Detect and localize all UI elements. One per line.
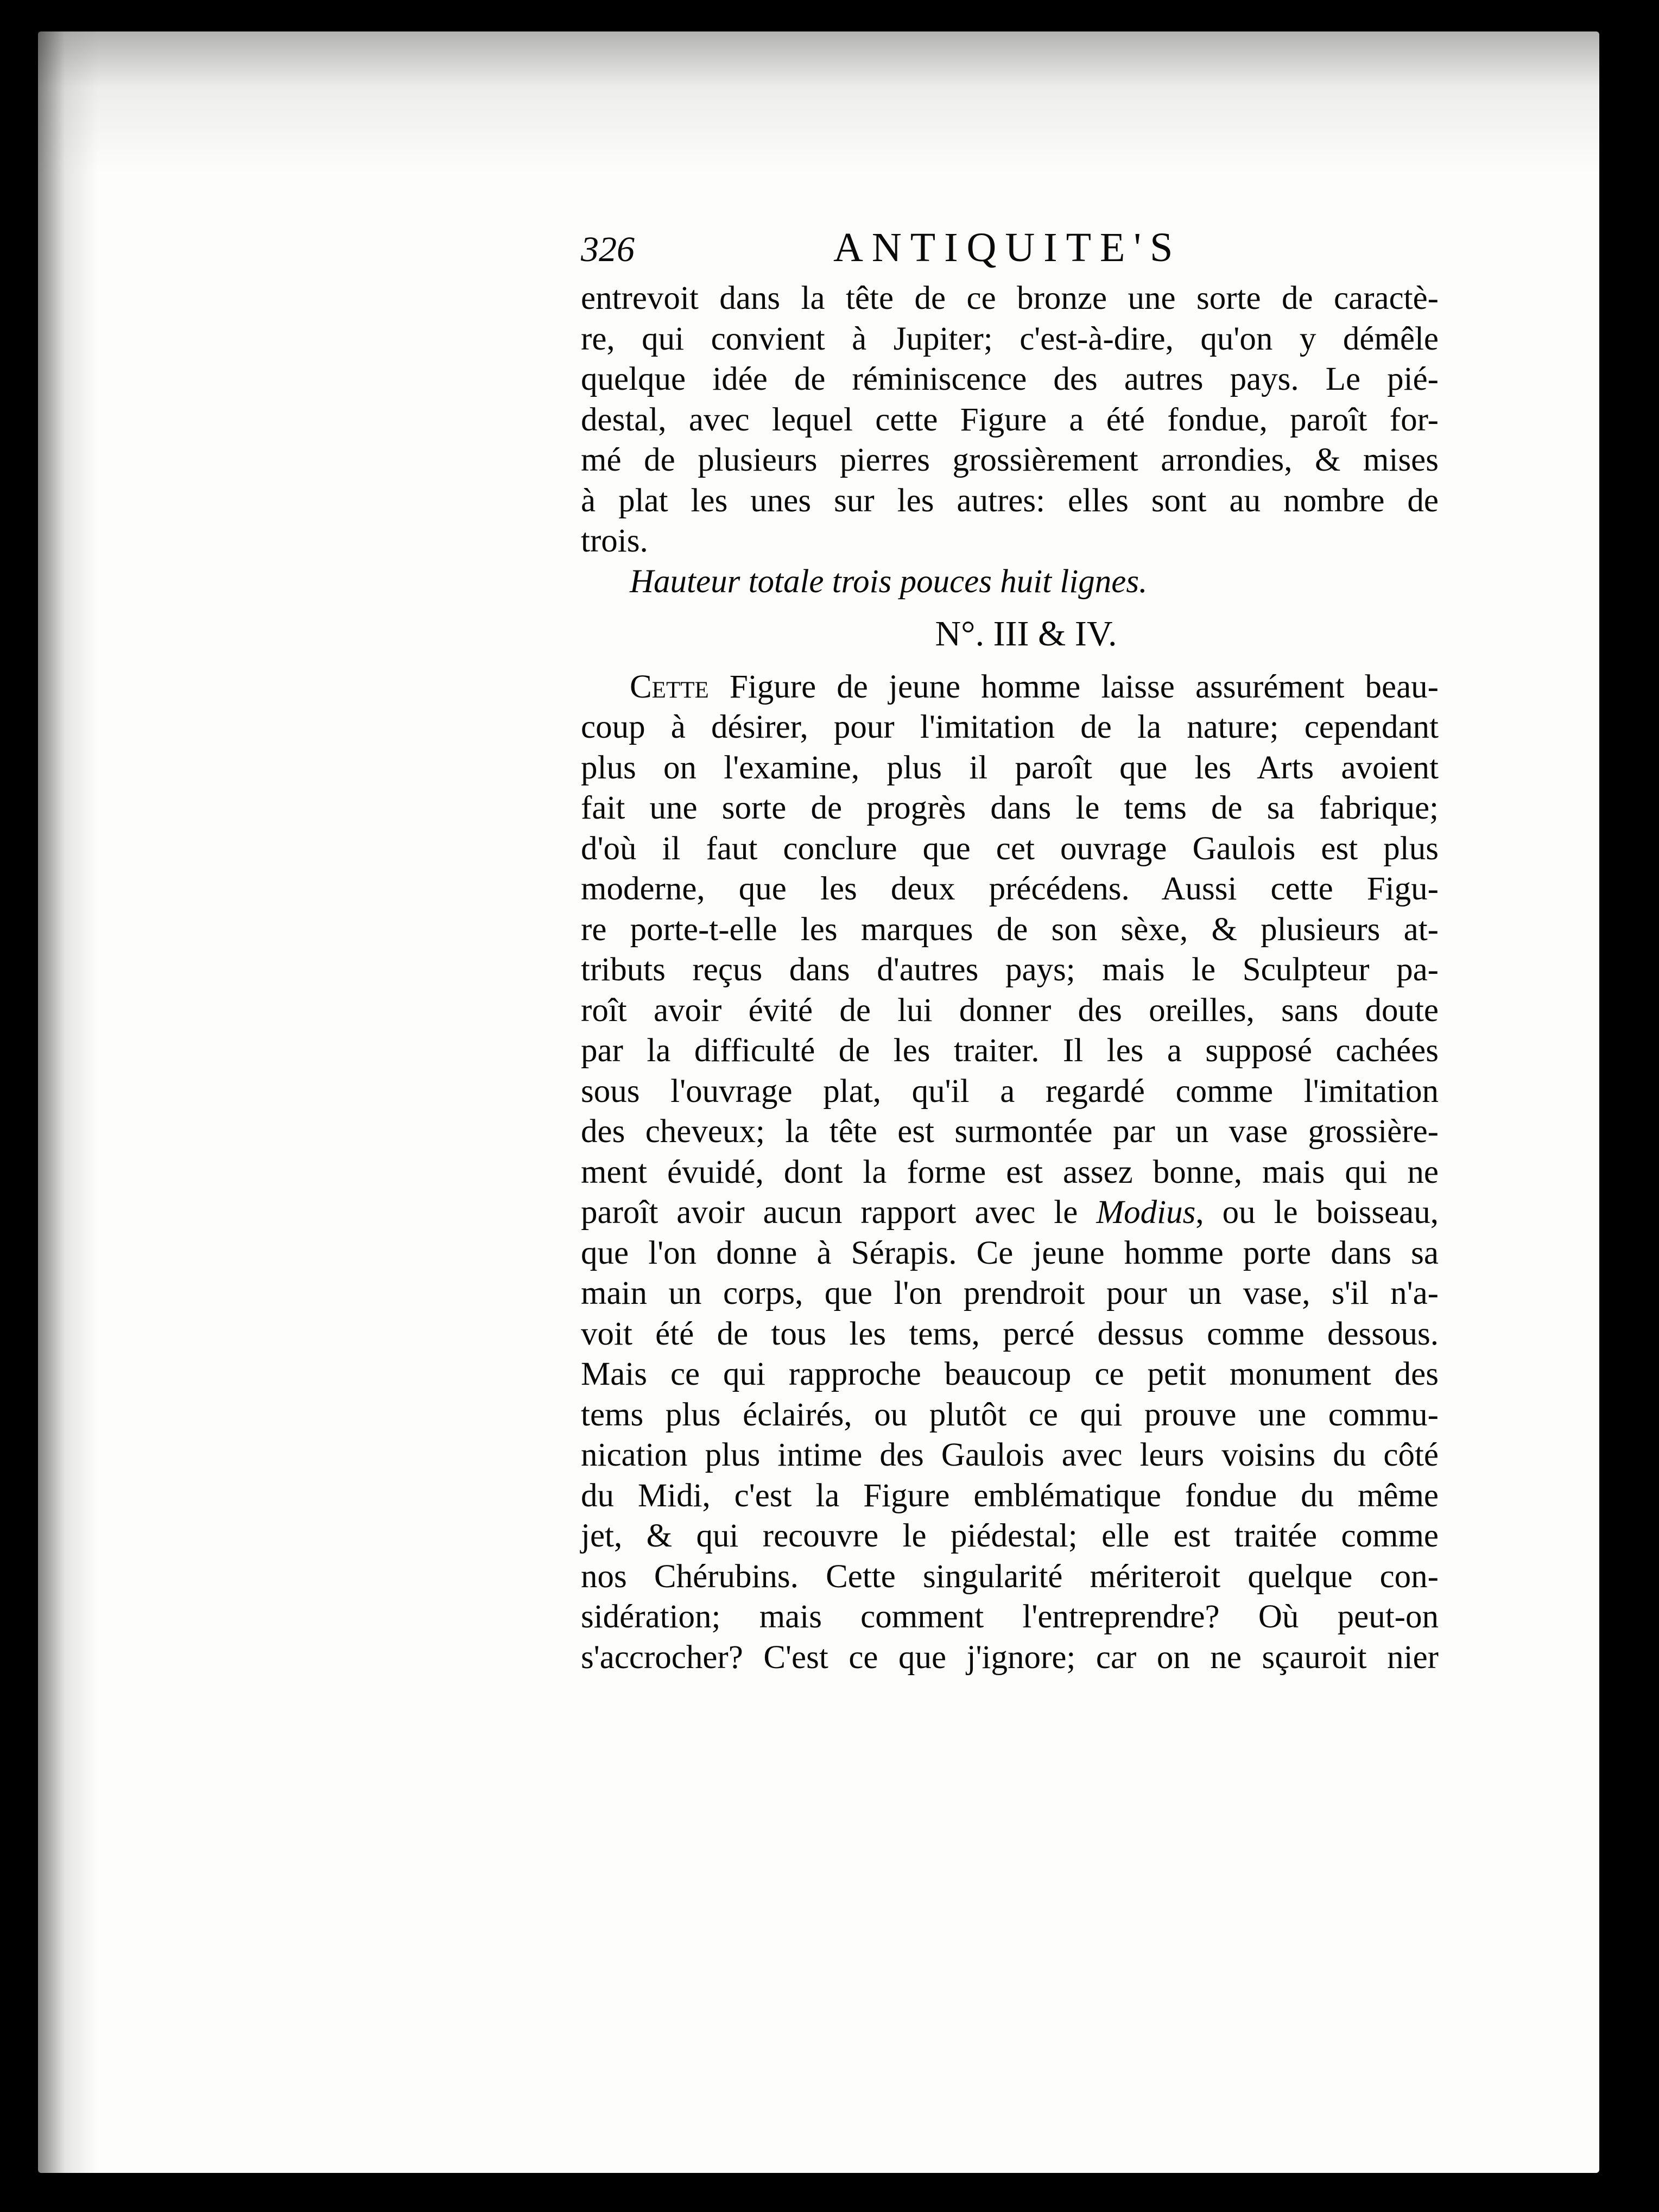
text-line: sous l'ouvrage plat, qu'il a regardé comme l'imitation	[581, 1073, 1439, 1110]
text-line: du Midi, c'est la Figure emblématique fondue du même	[581, 1477, 1439, 1514]
text-line: entrevoit dans la tête de ce bronze une sorte de caractè-	[581, 280, 1439, 316]
text-line: nication plus intime des Gaulois avec leurs voisins du côté	[581, 1437, 1439, 1473]
text-line: s'accrocher? C'est ce que j'ignore; car on ne sçauroit nier	[581, 1639, 1439, 1676]
text-line: main un corps, que l'on prendroit pour un vase, s'il n'a-	[581, 1275, 1439, 1311]
drop-word: Cette	[630, 668, 709, 705]
text-line: ment évuidé, dont la forme est assez bonne, mais qui ne	[581, 1153, 1439, 1190]
text-line: nos Chérubins. Cette singularité mériteroit quelque con-	[581, 1558, 1439, 1595]
text-line: jet, & qui recouvre le piédestal; elle est traitée comme	[581, 1518, 1439, 1554]
text-line: plus on l'examine, plus il paroît que les Arts avoient	[581, 749, 1439, 786]
text-line: mé de plusieurs pierres grossièrement arrondies, & mises	[581, 442, 1439, 478]
text-block	[581, 224, 1439, 1678]
height-note: Hauteur totale trois pouces huit lignes.	[630, 563, 1148, 600]
text-line: coup à désirer, pour l'imitation de la nature; cependant	[581, 709, 1439, 745]
text-line: re porte-t-elle les marques de son sèxe, & plusieurs at-	[581, 911, 1439, 948]
text-line: d'où il faut conclure que cet ouvrage Gaulois est plus	[581, 830, 1439, 867]
modius-after: , ou le boisseau,	[1195, 1194, 1439, 1231]
text-line: par la difficulté de les traiter. Il les a supposé cachées	[581, 1032, 1439, 1069]
text-line: que l'on donne à Sérapis. Ce jeune homme porte dans sa	[581, 1234, 1439, 1271]
text-line: sidération; mais comment l'entreprendre? Où peut-on	[581, 1599, 1439, 1635]
modius-before: paroît avoir aucun rapport avec le	[581, 1194, 1097, 1231]
modius-word: Modius	[1096, 1194, 1196, 1231]
paragraph-continued	[581, 278, 1439, 562]
text-line: Mais ce qui rapproche beaucoup ce petit monument des	[581, 1356, 1439, 1392]
text-line: voit été de tous les tems, percé dessus comme dessous.	[581, 1315, 1439, 1352]
text-line: re, qui convient à Jupiter; c'est-à-dire, qu'on y démêle	[581, 320, 1439, 357]
first-line-rest: Figure de jeune homme laisse assurément beau-	[708, 668, 1439, 705]
text-line-modius	[581, 1193, 1439, 1233]
paragraph-main	[581, 667, 1439, 1678]
text-line: destal, avec lequel cette Figure a été fondue, paroît for-	[581, 401, 1439, 438]
text-line: fait une sorte de progrès dans le tems de sa fabrique;	[581, 790, 1439, 826]
text-line: quelque idée de réminiscence des autres pays. Le pié-	[581, 361, 1439, 397]
text-line: moderne, que les deux précédens. Aussi cette Figu-	[581, 871, 1439, 907]
running-header	[581, 224, 1439, 278]
page-number: 326	[581, 230, 635, 269]
text-line: des cheveux; la tête est surmontée par un vase grossière-	[581, 1113, 1439, 1150]
text-line-first	[581, 667, 1439, 708]
text-line: tributs reçus dans d'autres pays; mais le Sculpteur pa-	[581, 952, 1439, 988]
book-page	[38, 31, 1599, 2173]
text-line: tems plus éclairés, ou plutôt ce qui prouve une commu-	[581, 1396, 1439, 1433]
text-line: à plat les unes sur les autres: elles sont au nombre de	[581, 482, 1439, 519]
text-line: trois.	[581, 523, 648, 559]
section-title: N°. III & IV.	[935, 613, 1117, 654]
text-line: roît avoir évité de lui donner des oreilles, sans doute	[581, 992, 1439, 1029]
running-title: ANTIQUITE'S	[833, 225, 1182, 270]
